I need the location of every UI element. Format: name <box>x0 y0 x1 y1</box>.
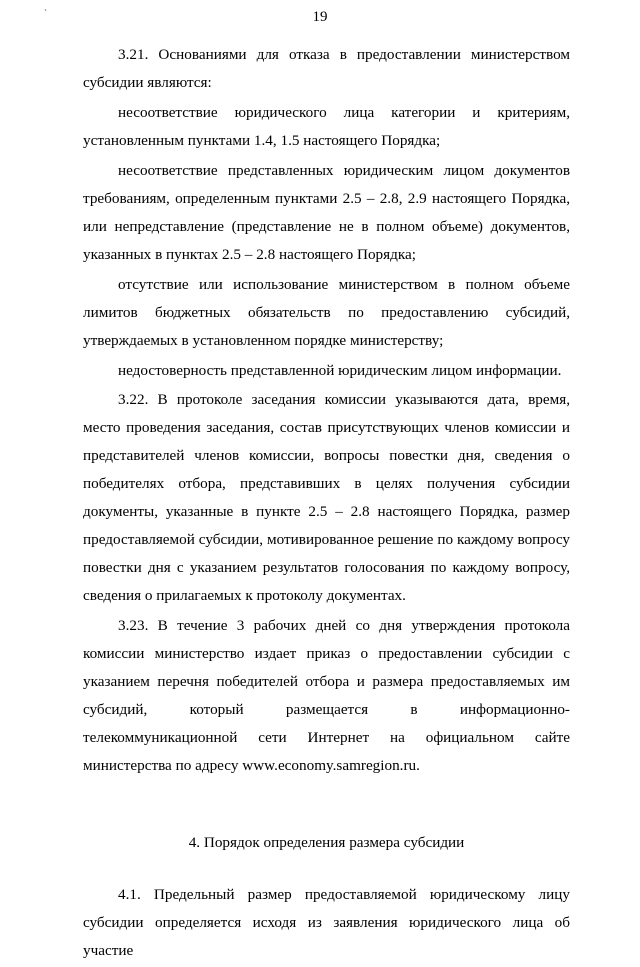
paragraph-3-21: 3.21. Основаниями для отказа в предоставлении министерством субсидии являются: <box>83 46 570 91</box>
scan-mark: ` <box>44 8 47 18</box>
section-heading: 4. Порядок определения размера субсидии <box>188 834 465 852</box>
page-number: 19 <box>312 9 328 25</box>
document-body <box>83 41 570 967</box>
list-item-noncompliance-criteria: несоответствие юридического лица категории и критериям, установленным пунктами 1.4, 1.5 настоящего Порядка; <box>83 103 570 149</box>
list-item-unreliable-info: недостоверность представленной юридическим лицом информации. <box>118 361 562 379</box>
paragraph-4-1: 4.1. Предельный размер предоставляемой юридическому лицу субсидии определяется исходя из заявления юридического лица об участие <box>83 886 570 960</box>
paragraph-3-22: 3.22. В протоколе заседания комиссии указываются дата, время, место проведения заседания, состав присутствующих членов комиссии и представителей членов комиссии, вопросы повестки дня, сведения о победителях отбора, представивших в целях получения субсидии документы, указанные в пункте 2.5 – 2.8 настоящего Порядка, размер предоставляемой субсидии, мотивированное решение по каждому вопросу повестки дня с указанием результатов голосования по каждому вопросу, сведения о прилагаемых к протоколу документах. <box>83 391 570 605</box>
paragraph-3-23: 3.23. В течение 3 рабочих дней со дня утверждения протокола комиссии министерство издает приказ о предоставлении субсидии с указанием перечня победителей отбора и размера предоставляемых им субсидий, который размещается в информационно-телекоммуникационной сети Интернет на официальном сайте министерства по адресу www.economy.samregion.ru. <box>83 617 570 775</box>
list-item-noncompliance-documents: несоответствие представленных юридическим лицом документов требованиям, определенным пунктами 2.5 – 2.8, 2.9 настоящего Порядка, или непредставление (представление не в полном объеме) документов, указанных в пунктах 2.5 – 2.8 настоящего Порядка; <box>83 161 570 263</box>
list-item-budget-limits: отсутствие или использование министерством в полном объеме лимитов бюджетных обязательств по предоставлению субсидий, утверждаемых в установленном порядке министерству; <box>83 275 570 349</box>
